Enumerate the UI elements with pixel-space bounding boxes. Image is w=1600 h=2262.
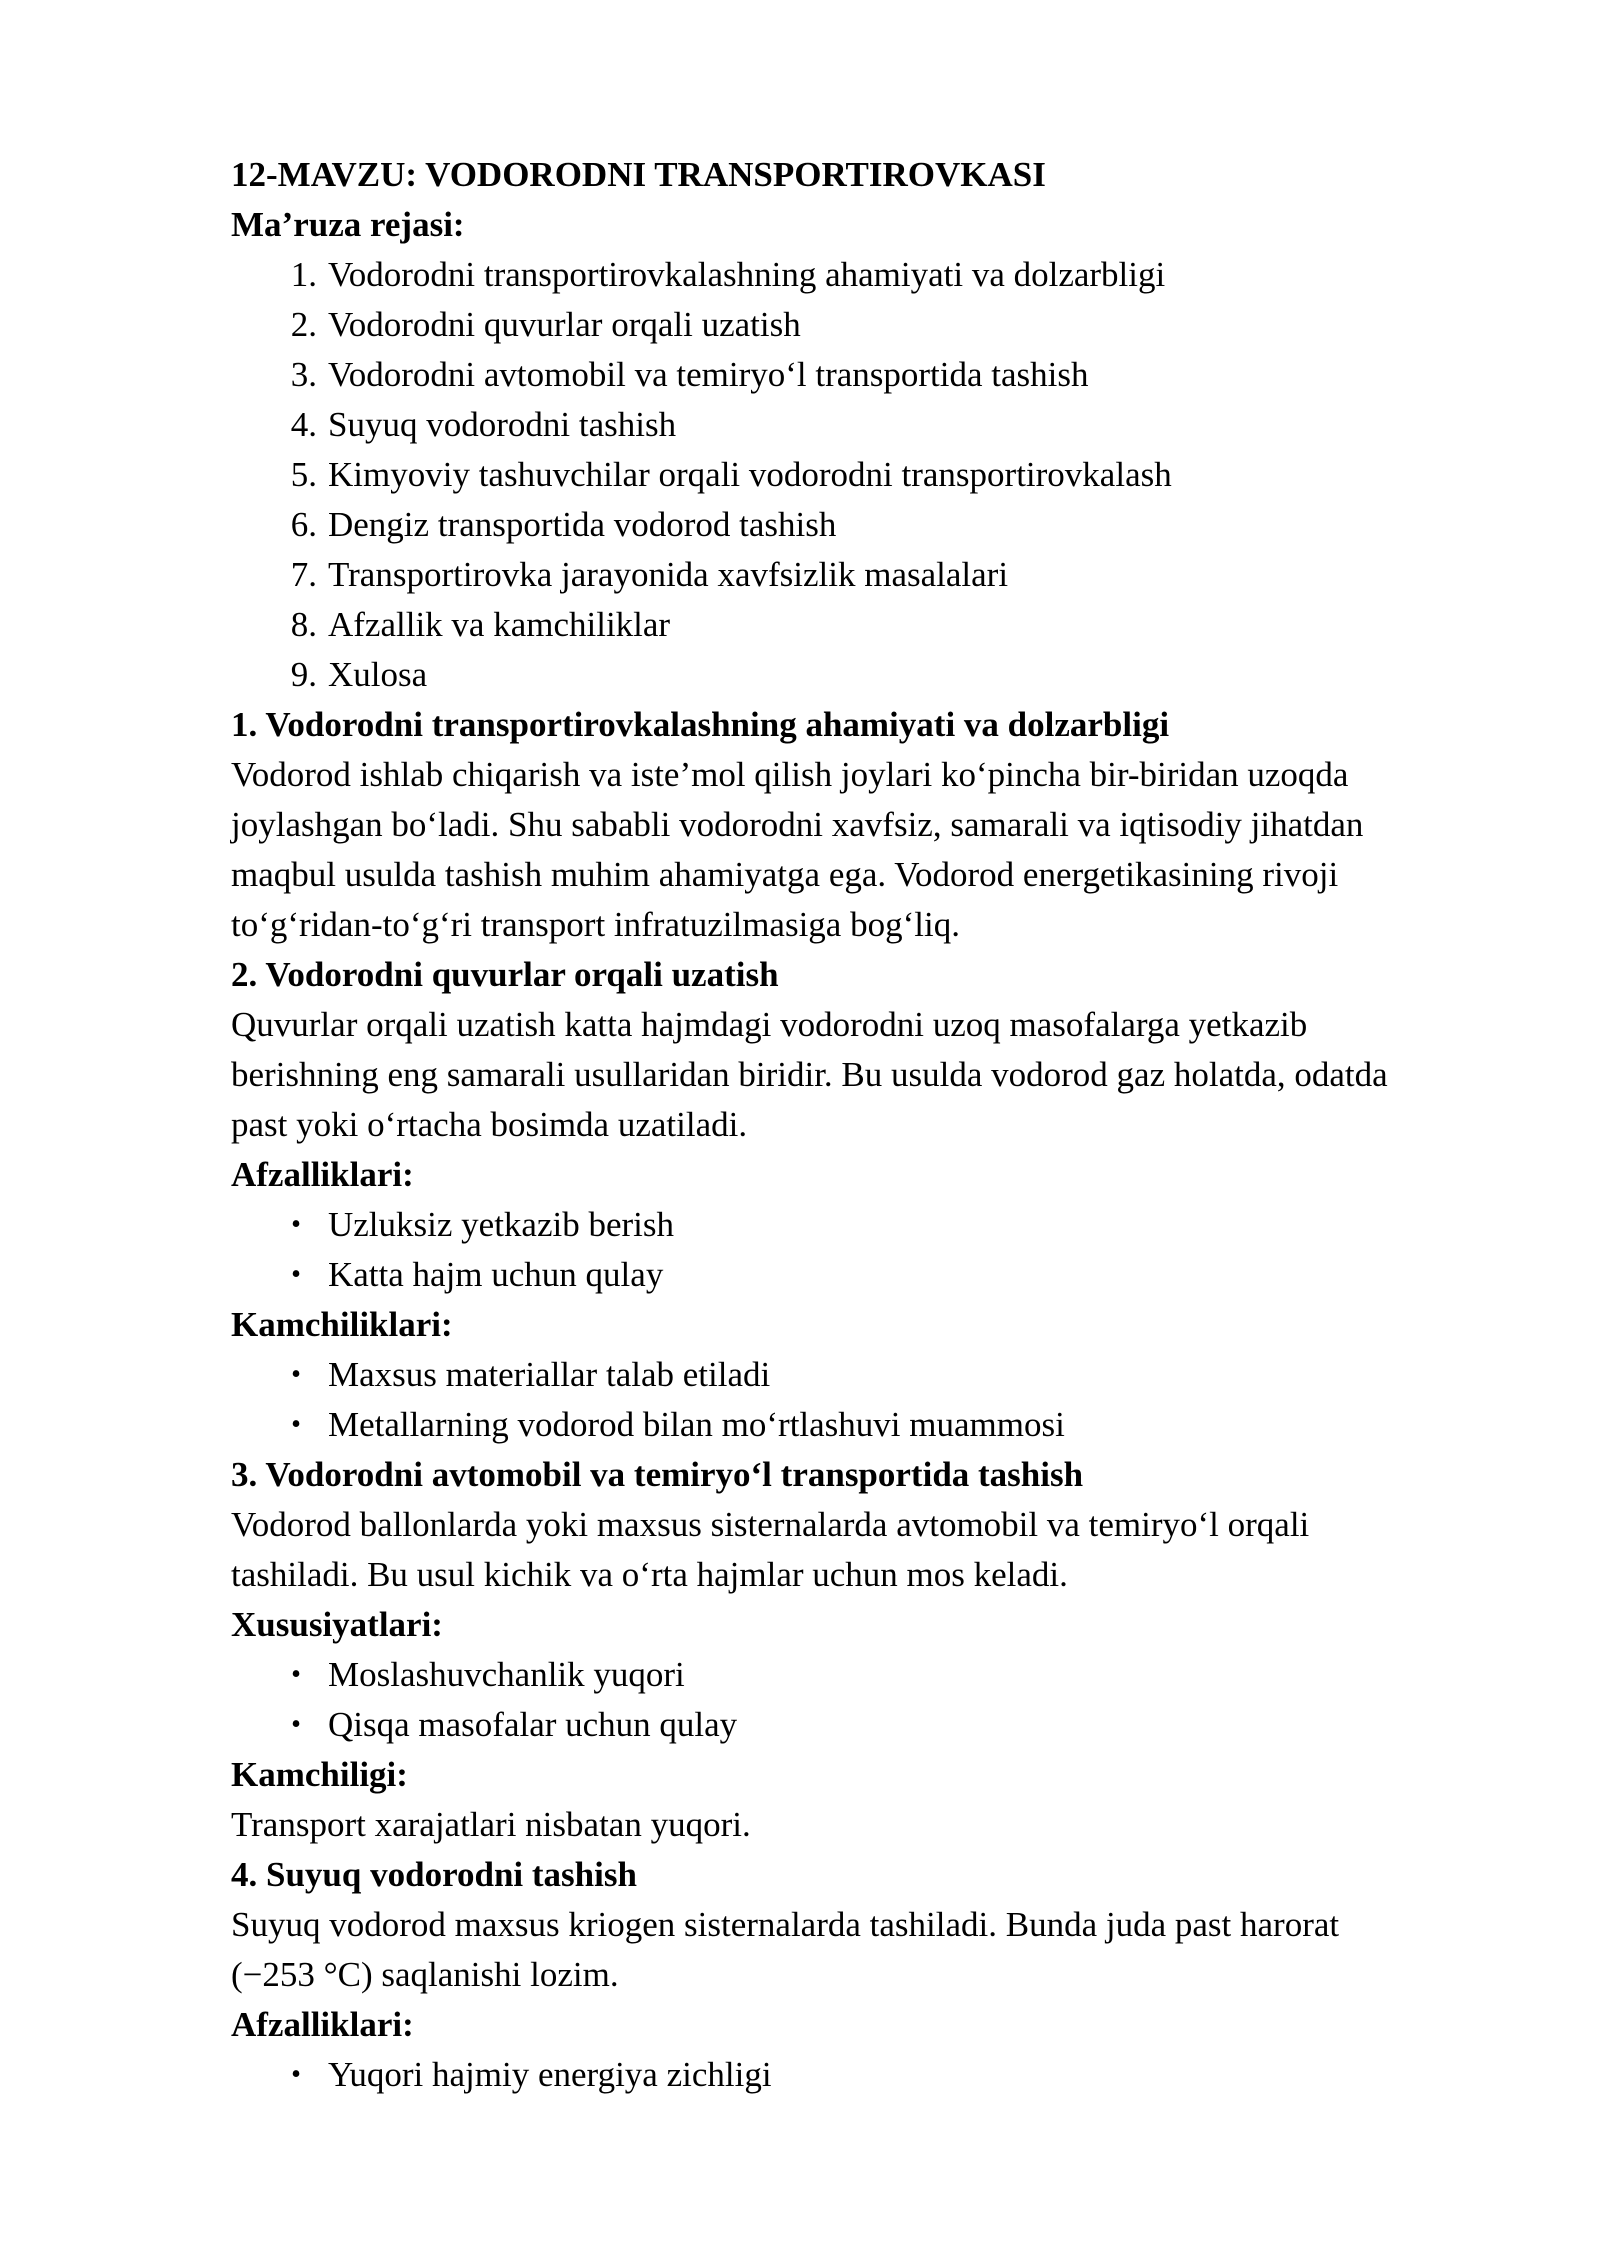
list-item-text: Transportirovka jarayonida xavfsizlik masalalari xyxy=(328,555,1009,594)
bullet-icon: • xyxy=(291,2059,301,2090)
list-item xyxy=(231,250,1491,300)
advantages-heading: Afzalliklari: xyxy=(231,1155,414,1194)
advantages-list xyxy=(231,1200,1491,1300)
list-item-text: Moslashuvchanlik yuqori xyxy=(328,1655,685,1694)
paragraph-line: Vodorod ishlab chiqarish va iste’mol qilish joylari ko‘pincha bir-biridan uzoqda xyxy=(231,755,1349,794)
list-item xyxy=(231,500,1491,550)
list-item-text: Metallarning vodorod bilan mo‘rtlashuvi muammosi xyxy=(328,1405,1065,1444)
list-item xyxy=(231,1200,1491,1250)
list-item xyxy=(231,1700,1491,1750)
bullet-icon: • xyxy=(291,1359,301,1390)
bullet-icon: • xyxy=(291,1209,301,1240)
list-number: 8. xyxy=(290,605,317,644)
bullet-icon: • xyxy=(291,1259,301,1290)
page-title: 12-MAVZU: VODORODNI TRANSPORTIROVKASI xyxy=(231,155,1046,194)
list-item-text: Xulosa xyxy=(328,655,428,694)
bullet-icon: • xyxy=(291,1659,301,1690)
section-2-paragraph xyxy=(231,1000,1491,1150)
list-item xyxy=(231,1350,1491,1400)
list-number: 6. xyxy=(290,505,317,544)
list-item-text: Vodorodni quvurlar orqali uzatish xyxy=(328,305,801,344)
list-item-text: Uzluksiz yetkazib berish xyxy=(328,1205,675,1244)
list-item-text: Maxsus materiallar talab etiladi xyxy=(328,1355,771,1394)
paragraph-line: Suyuq vodorod maxsus kriogen sisternalarda tashiladi. Bunda juda past harorat xyxy=(231,1905,1340,1944)
list-item-text: Qisqa masofalar uchun qulay xyxy=(328,1705,738,1744)
document-page xyxy=(231,150,1491,2100)
list-item-text: Kimyoviy tashuvchilar orqali vodorodni transportirovkalash xyxy=(328,455,1172,494)
list-item xyxy=(231,1400,1491,1450)
plan-heading: Ma’ruza rejasi: xyxy=(231,205,465,244)
paragraph-line: Quvurlar orqali uzatish katta hajmdagi vodorodni uzoq masofalarga yetkazib xyxy=(231,1005,1308,1044)
list-item-text: Vodorodni transportirovkalashning ahamiyati va dolzarbligi xyxy=(328,255,1166,294)
section-1-paragraph xyxy=(231,750,1491,950)
advantages-heading: Afzalliklari: xyxy=(231,2005,414,2044)
section-4-heading: 4. Suyuq vodorodni tashish xyxy=(231,1855,637,1894)
paragraph-line: Vodorod ballonlarda yoki maxsus sisternalarda avtomobil va temiryo‘l orqali xyxy=(231,1505,1310,1544)
disadvantages-list xyxy=(231,1350,1491,1450)
lecture-plan-list xyxy=(231,250,1491,700)
list-number: 9. xyxy=(290,655,317,694)
drawback-heading: Kamchiligi: xyxy=(231,1755,408,1794)
disadvantages-heading: Kamchiliklari: xyxy=(231,1305,453,1344)
list-item xyxy=(231,400,1491,450)
list-number: 5. xyxy=(290,455,317,494)
section-3-heading: 3. Vodorodni avtomobil va temiryo‘l transportida tashish xyxy=(231,1455,1084,1494)
list-item xyxy=(231,350,1491,400)
paragraph-line: joylashgan bo‘ladi. Shu sababli vodorodni xavfsiz, samarali va iqtisodiy jihatdan xyxy=(231,805,1364,844)
list-number: 7. xyxy=(290,555,317,594)
paragraph-line: tashiladi. Bu usul kichik va o‘rta hajmlar uchun mos keladi. xyxy=(231,1555,1068,1594)
paragraph-line: (−253 °C) saqlanishi lozim. xyxy=(231,1955,619,1994)
drawback-text: Transport xarajatlari nisbatan yuqori. xyxy=(231,1805,751,1844)
list-item-text: Dengiz transportida vodorod tashish xyxy=(328,505,837,544)
list-item xyxy=(231,650,1491,700)
list-number: 3. xyxy=(290,355,317,394)
bullet-icon: • xyxy=(291,1409,301,1440)
list-item-text: Suyuq vodorodni tashish xyxy=(328,405,677,444)
list-number: 1. xyxy=(290,255,317,294)
paragraph-line: maqbul usulda tashish muhim ahamiyatga ega. Vodorod energetikasining rivoji xyxy=(231,855,1339,894)
advantages-list xyxy=(231,2050,1491,2100)
section-3-paragraph xyxy=(231,1500,1491,1600)
list-item xyxy=(231,300,1491,350)
list-item-text: Vodorodni avtomobil va temiryo‘l transportida tashish xyxy=(328,355,1089,394)
list-item xyxy=(231,2050,1491,2100)
list-item xyxy=(231,600,1491,650)
features-list xyxy=(231,1650,1491,1750)
section-4-paragraph xyxy=(231,1900,1491,2000)
list-item xyxy=(231,550,1491,600)
bullet-icon: • xyxy=(291,1709,301,1740)
list-item-text: Afzallik va kamchiliklar xyxy=(328,605,671,644)
features-heading: Xususiyatlari: xyxy=(231,1605,443,1644)
list-item-text: Yuqori hajmiy energiya zichligi xyxy=(328,2055,772,2094)
section-1-heading: 1. Vodorodni transportirovkalashning ahamiyati va dolzarbligi xyxy=(231,705,1170,744)
list-item xyxy=(231,450,1491,500)
list-item xyxy=(231,1250,1491,1300)
list-number: 2. xyxy=(290,305,317,344)
section-2-heading: 2. Vodorodni quvurlar orqali uzatish xyxy=(231,955,779,994)
paragraph-line: berishning eng samarali usullaridan biridir. Bu usulda vodorod gaz holatda, odatda xyxy=(231,1055,1388,1094)
paragraph-line: to‘g‘ridan-to‘g‘ri transport infratuzilmasiga bog‘liq. xyxy=(231,905,960,944)
paragraph-line: past yoki o‘rtacha bosimda uzatiladi. xyxy=(231,1105,748,1144)
list-number: 4. xyxy=(290,405,317,444)
list-item xyxy=(231,1650,1491,1700)
list-item-text: Katta hajm uchun qulay xyxy=(328,1255,664,1294)
